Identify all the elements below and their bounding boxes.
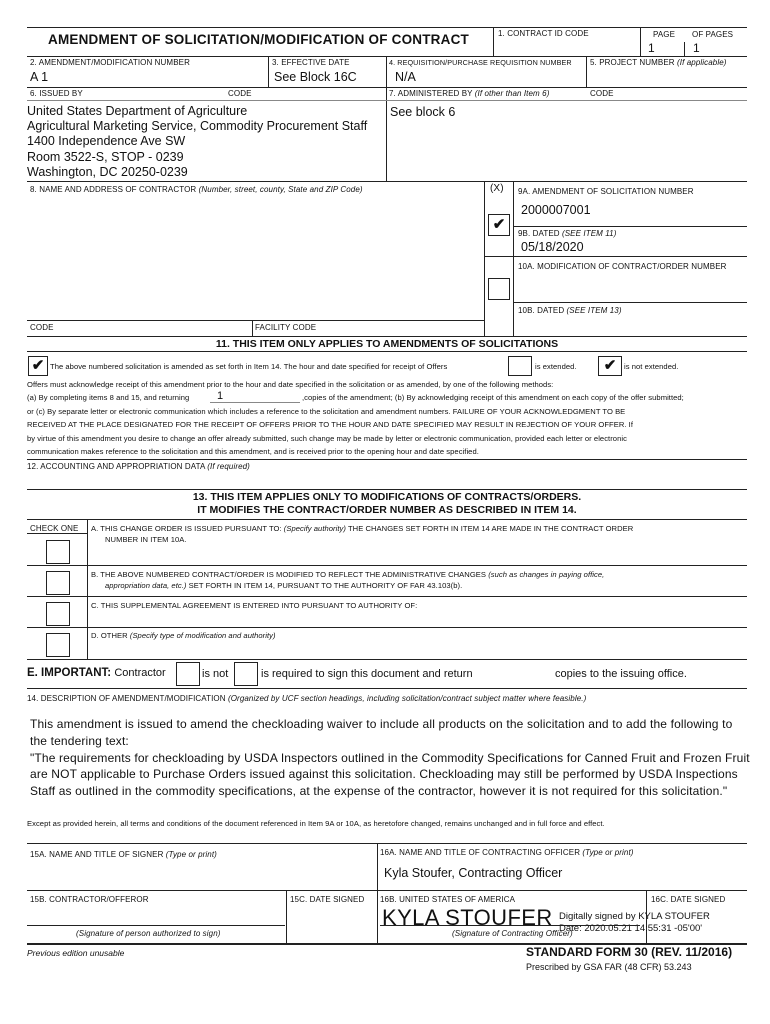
b2-value[interactable]: A 1	[30, 70, 49, 84]
rule	[484, 256, 747, 257]
b16c-label: 16C. DATE SIGNED	[651, 895, 726, 904]
b5-label-note: (If applicable)	[677, 58, 727, 67]
of-pages-value[interactable]: 1	[693, 41, 700, 55]
s11-line6: by virtue of this amendment you desire to change an offer already submitted, such change may be made by letter or electronic communication, provided each letter or electronic	[27, 434, 627, 443]
rule	[684, 42, 685, 57]
check-10a-checkbox[interactable]	[488, 278, 510, 300]
b7-label-wrap	[389, 89, 549, 98]
s13-c: C. THIS SUPPLEMENTAL AGREEMENT IS ENTERED INTO PURSUANT TO AUTHORITY OF:	[91, 601, 418, 610]
b6-code-label: CODE	[228, 89, 252, 98]
rule	[268, 56, 269, 87]
s13-b2-note: appropriation data, etc.)	[105, 581, 187, 590]
s13-d-note: (Specify type of modification and authority)	[129, 631, 276, 640]
b1-label: 1. CONTRACT ID CODE	[498, 29, 589, 38]
rule	[27, 181, 747, 182]
rule	[286, 890, 287, 943]
b9b-label-note: (SEE ITEM 11)	[561, 229, 617, 238]
rule	[484, 181, 485, 337]
s13-a2: NUMBER IN ITEM 10A.	[105, 535, 187, 544]
rule	[27, 596, 747, 597]
b8-label-note: (Number, street, county, State and ZIP Code)	[198, 185, 363, 194]
important-is-required: is required to sign this document and return	[261, 668, 473, 680]
rule	[27, 627, 747, 628]
digital-signature-stamp	[559, 911, 710, 934]
rule	[386, 56, 387, 87]
s13-a-checkbox[interactable]	[46, 540, 70, 564]
b8-label-wrap	[30, 185, 363, 194]
facility-code-label: FACILITY CODE	[255, 323, 317, 332]
s13-b-line1-wrap	[91, 570, 604, 579]
b15a-label: 15A. NAME AND TITLE OF SIGNER	[30, 850, 164, 859]
b15a-label-wrap	[30, 850, 217, 859]
s13-a1-note: (Specify authority)	[283, 524, 346, 533]
rule	[377, 843, 378, 943]
rule	[513, 226, 747, 227]
s13-title-line2: IT MODIFIES THE CONTRACT/ORDER NUMBER AS DESCRIBED IN ITEM 14.	[197, 504, 577, 516]
rule	[586, 56, 587, 87]
b9b-label-wrap	[518, 229, 616, 238]
b10b-label-note: (SEE ITEM 13)	[566, 306, 622, 315]
except-text: Except as provided herein, all terms and conditions of the document referenced in Item 9A or 10A, as heretofore changed, remains unchanged and in full force and effect.	[27, 819, 605, 828]
s11-line3b: ,copies of the amendment; (b) By acknowledging receipt of this amendment on each copy of the offer submitted;	[302, 393, 684, 402]
rule	[27, 565, 747, 566]
s14-description[interactable]	[30, 716, 750, 800]
s12-label-wrap	[27, 462, 250, 471]
s14-line: This amendment is issued to amend the checkloading waiver to include all products on the solicitation and to add the following to	[30, 717, 733, 731]
s13-d-checkbox[interactable]	[46, 633, 70, 657]
s11-copies-value[interactable]: 1	[217, 390, 224, 402]
b15a-label-note: (Type or print)	[165, 850, 217, 859]
s11-line2: Offers must acknowledge receipt of this amendment prior to the hour and date specified in the solicitation or as amended, by one of the following methods:	[27, 380, 554, 389]
b8-label: 8. NAME AND ADDRESS OF CONTRACTOR	[30, 185, 197, 194]
important-copies: copies to the issuing office.	[555, 668, 687, 680]
s13-d-wrap	[91, 631, 276, 640]
s11-line4: or (c) By separate letter or electronic communication which includes a reference to the solicitation and amendment numbers. FAILURE OF YOUR ACKNOWLEDGMENT TO BE	[27, 407, 626, 416]
is-not-checkbox[interactable]	[176, 662, 200, 686]
rule	[27, 27, 747, 28]
check-9a-checkbox[interactable]: ✔	[488, 214, 510, 236]
b16a-value[interactable]: Kyla Stoufer, Contracting Officer	[384, 866, 563, 880]
page-value[interactable]: 1	[648, 41, 655, 55]
b7-code-label: CODE	[590, 89, 614, 98]
rule	[386, 87, 387, 181]
s14-line: "The requirements for checkloading by USDA Inspectors outlined in the Commodity Specifications for Canned Fruit and Frozen Fruit	[30, 750, 750, 765]
s13-b-checkbox[interactable]	[46, 571, 70, 595]
rule	[27, 336, 747, 337]
s12-label: 12. ACCOUNTING AND APPROPRIATION DATA	[27, 462, 205, 471]
b9a-value[interactable]: 2000007001	[521, 203, 591, 217]
s13-b-line2-wrap	[105, 581, 462, 590]
rule	[513, 181, 514, 337]
rule	[27, 843, 747, 844]
is-required-checkbox[interactable]	[234, 662, 258, 686]
rule	[27, 100, 747, 101]
rule	[27, 519, 747, 520]
prev-edition: Previous edition unusable	[27, 948, 125, 958]
rule	[493, 27, 494, 57]
important-row	[27, 667, 166, 679]
s13-b1-note: (such as changes in paying office,	[488, 570, 605, 579]
rule	[27, 320, 484, 321]
s11-line5: RECEIVED AT THE PLACE DESIGNATED FOR THE RECEIPT OF OFFERS PRIOR TO THE HOUR AND DATE SPECIFIED MAY RESULT IN REJECTION OF YOUR OFFER. If	[27, 420, 634, 429]
b10b-label: 10B. DATED	[518, 306, 565, 315]
rule	[87, 519, 88, 659]
b16a-label-note: (Type or print)	[582, 848, 634, 857]
sig-officer-label: (Signature of Contracting Officer)	[452, 929, 573, 938]
s11-extended: is extended.	[535, 362, 577, 371]
form-title: AMENDMENT OF SOLICITATION/MODIFICATION OF CONTRACT	[48, 32, 469, 47]
b6-line: Agricultural Marketing Service, Commodity Procurement Staff	[27, 119, 368, 134]
b5-label-wrap	[590, 58, 727, 67]
b4-label: 4. REQUISITION/PURCHASE REQUISITION NUMBER	[389, 58, 572, 67]
sig-person-label: (Signature of person authorized to sign)	[76, 929, 221, 938]
check-one-label: CHECK ONE	[30, 524, 79, 533]
rule	[27, 459, 747, 460]
rule	[210, 402, 300, 403]
rule	[27, 688, 747, 689]
s11-not-extended: is not extended.	[624, 362, 679, 371]
digital-line2: Date: 2020.05.21 14:55:31 -05'00'	[559, 922, 703, 934]
rule	[27, 659, 747, 660]
s13-c-checkbox[interactable]	[46, 602, 70, 626]
b15c-label: 15C. DATE SIGNED	[290, 895, 365, 904]
b5-label: 5. PROJECT NUMBER	[590, 58, 675, 67]
s14-label-wrap	[27, 694, 586, 703]
b10a-label: 10A. MODIFICATION OF CONTRACT/ORDER NUMBER	[518, 262, 727, 271]
b10b-label-wrap	[518, 306, 622, 315]
rule	[27, 925, 285, 926]
s14-label: 14. DESCRIPTION OF AMENDMENT/MODIFICATION	[27, 694, 226, 703]
s11-title: 11. THIS ITEM ONLY APPLIES TO AMENDMENTS OF SOLICITATIONS	[215, 338, 559, 350]
s14-label-note: (Organized by UCF section headings, including solicitation/contract subject matter where feasible.)	[227, 694, 587, 703]
rule	[27, 87, 747, 88]
rule	[640, 27, 641, 57]
of-pages-label: OF PAGES	[692, 30, 734, 39]
important-is-not: is not	[202, 668, 229, 680]
page-label: PAGE	[653, 30, 676, 39]
s13-b2: SET FORTH IN ITEM 14, PURSUANT TO THE AUTHORITY OF FAR 43.103(b).	[188, 581, 463, 590]
digital-signature-name[interactable]: KYLA STOUFER	[382, 905, 553, 930]
b3-label: 3. EFFECTIVE DATE	[272, 58, 350, 67]
digital-line1: Digitally signed by KYLA STOUFER	[559, 911, 710, 922]
b9b-value[interactable]: 05/18/2020	[521, 240, 584, 254]
b2-label: 2. AMENDMENT/MODIFICATION NUMBER	[30, 58, 190, 67]
b6-line: Room 3522-S, STOP - 0239	[27, 149, 184, 164]
b6-label: 6. ISSUED BY	[30, 89, 83, 98]
rule	[252, 320, 253, 337]
important-label: E. IMPORTANT:	[27, 667, 112, 679]
b7-value[interactable]: See block 6	[390, 105, 456, 119]
b6-address[interactable]	[27, 104, 367, 180]
s14-line: the tendering text:	[30, 733, 129, 748]
rule	[380, 925, 640, 926]
b7-label: 7. ADMINISTERED BY	[389, 89, 473, 98]
s11-line1: The above numbered solicitation is amended as set forth in Item 14. The hour and date specified for receipt of Offers	[50, 362, 448, 371]
b16a-label-wrap	[380, 848, 634, 857]
x-mark-label: (X)	[490, 183, 504, 194]
rule	[27, 56, 747, 57]
b9a-label: 9A. AMENDMENT OF SOLICITATION NUMBER	[518, 187, 694, 196]
b7-label-note: (If other than Item 6)	[474, 89, 550, 98]
s14-line: are NOT applicable to Purchase Orders issued against this solicitation. Checkloading may still be performed by USDA Inspections	[30, 767, 738, 782]
rule	[27, 890, 747, 891]
s11-line7: communication makes reference to the solicitation and this amendment, and is received prior to the opening hour and date specified.	[27, 447, 479, 456]
s13-title-line1: 13. THIS ITEM APPLIES ONLY TO MODIFICATIONS OF CONTRACTS/ORDERS.	[192, 491, 582, 503]
rule	[513, 302, 747, 303]
standard-form: STANDARD FORM 30 (REV. 11/2016)	[526, 945, 733, 959]
b16b-label: 16B. UNITED STATES OF AMERICA	[380, 895, 516, 904]
rule	[27, 533, 87, 534]
s13-a-line1-wrap	[91, 524, 633, 533]
important-contractor: Contractor	[114, 667, 166, 679]
b15b-label: 15B. CONTRACTOR/OFFEROR	[30, 895, 149, 904]
s12-label-note: (If required)	[207, 462, 250, 471]
b6-line: 1400 Independence Ave SW	[27, 134, 186, 149]
b4-value[interactable]: N/A	[395, 70, 416, 84]
s11-extended-checkbox[interactable]	[508, 356, 532, 376]
b9b-label: 9B. DATED	[518, 229, 560, 238]
b6-line: United States Department of Agriculture	[27, 104, 248, 118]
s11-line3a: (a) By completing items 8 and 15, and returning	[27, 393, 190, 402]
s13-title	[27, 491, 747, 517]
s14-line: Staff as outlined in the commodity specifications, at the expense of the contractor, however it is not required for this solicitation."	[30, 784, 728, 799]
s13-d: D. OTHER	[91, 631, 128, 640]
prescribed-by: Prescribed by GSA FAR (48 CFR) 53.243	[526, 962, 692, 972]
b3-value[interactable]: See Block 16C	[274, 70, 357, 84]
s13-a1: A. THIS CHANGE ORDER IS ISSUED PURSUANT TO:	[91, 524, 282, 533]
b16a-label: 16A. NAME AND TITLE OF CONTRACTING OFFICER	[380, 848, 581, 857]
code-label: CODE	[30, 323, 54, 332]
rule	[27, 351, 747, 352]
b6-line: Washington, DC 20250-0239	[27, 164, 188, 179]
s13-b1: B. THE ABOVE NUMBERED CONTRACT/ORDER IS MODIFIED TO REFLECT THE ADMINISTRATIVE CHANGES	[91, 570, 487, 579]
s11-not-extended-checkbox[interactable]: ✔	[598, 356, 622, 376]
rule	[27, 489, 747, 490]
s11-amended-checkbox[interactable]: ✔	[28, 356, 48, 376]
s13-a1b: THE CHANGES SET FORTH IN ITEM 14 ARE MADE IN THE CONTRACT ORDER	[347, 524, 634, 533]
